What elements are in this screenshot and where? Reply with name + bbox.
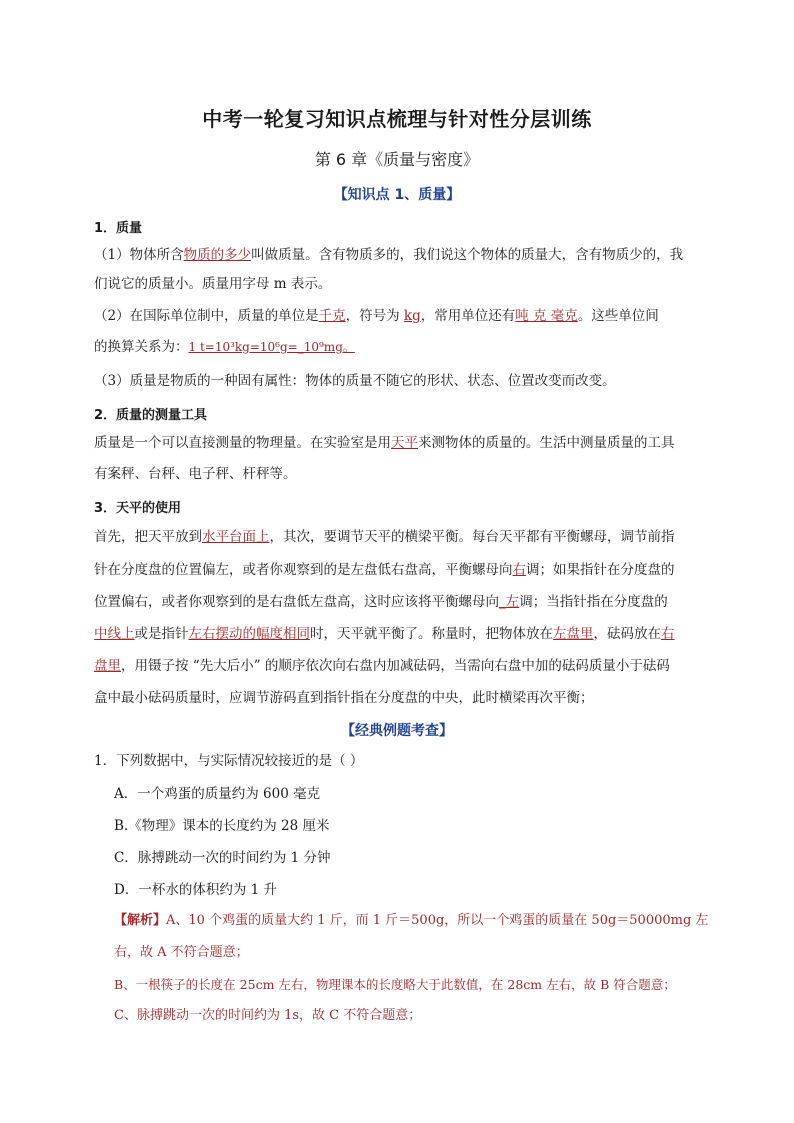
text: 叫做质量。含有物质多的，我们说这个物体的质量大，含有物质少的，我: [251, 247, 684, 263]
option-a: A．一个鸡蛋的质量约为 600 毫克: [114, 786, 321, 802]
text: ，用镊子按 “先大后小” 的顺序依次向右盘内加减砝码，当需向右盘中加的砝码质量小于砝码: [121, 658, 670, 674]
text: 来测物体的质量的。生活中测量质量的工具: [418, 435, 675, 451]
answer-blank: 天平: [391, 435, 418, 451]
paragraph-line: [94, 527, 704, 547]
option-b: B.《物理》课本的长度约为 28 厘米: [114, 818, 330, 834]
answer-blank: kg: [403, 308, 421, 324]
text: 时，天平就平衡了。称量时，把物体放在: [310, 626, 553, 642]
chapter-subtitle: 第 6 章《质量与密度》: [314, 150, 480, 169]
page-title: 中考一轮复习知识点梳理与针对性分层训练: [202, 107, 592, 131]
text: 位置偏右，或者你观察到的是右盘低左盘高，这时应该将平衡螺母向: [94, 594, 499, 610]
answer-blank: 千克: [318, 308, 346, 324]
option-d: D．一杯水的体积约为 1 升: [114, 882, 277, 898]
text: 针在分度盘的位置偏左，或者你观察到的是左盘低右盘高，平衡螺母向: [94, 562, 513, 578]
text: （1）物体所含: [94, 247, 184, 263]
answer-blank: 右: [661, 626, 675, 642]
heading-measuring-tools: 2．质量的测量工具: [94, 408, 208, 423]
paragraph-line: [94, 592, 704, 612]
paragraph-line: [94, 624, 704, 644]
text: ，符号为: [345, 308, 404, 324]
text: 或是指针: [134, 626, 189, 642]
text: 首先，把天平放到: [94, 529, 202, 545]
answer-analysis: 右，故 A 不符合题意；: [114, 945, 249, 960]
heading-balance-usage: 3．天平的使用: [94, 501, 182, 516]
text: 调；当指针指在分度盘的: [519, 594, 668, 610]
paragraph-line: （3）质量是物质的一种固有属性：物体的质量不随它的形状、状态、位置改变而改变。: [94, 373, 616, 389]
text: 调；如果指针在分度盘的: [526, 562, 675, 578]
answer-blank: 中线上: [94, 626, 135, 642]
option-c: C．脉搏跳动一次的时间约为 1 分钟: [114, 850, 331, 866]
answer-blank: _左: [499, 594, 520, 610]
text: 。这些单位间: [577, 308, 659, 324]
answer-blank: 左盘里: [553, 626, 594, 642]
analysis-tag: 【解析】: [114, 913, 167, 928]
paragraph-line: 有案秤、台秤、电子秤、杆秤等。: [94, 466, 297, 482]
paragraph-line: [94, 433, 704, 453]
text: ，其次，要调节天平的横梁平衡。每台天平都有平衡螺母，调节前指: [269, 529, 675, 545]
answer-blank: 水平台面上: [202, 529, 270, 545]
answer-analysis: [114, 911, 724, 931]
text: 质量是一个可以直接测量的物理量。在实验室是用: [94, 435, 391, 451]
section-heading-examples: 【经典例题考查】: [341, 723, 453, 739]
paragraph-line: 们说它的质量小。质量用字母 m 表示。: [94, 276, 332, 292]
answer-blank: 右: [512, 562, 526, 578]
answer-blank: 吨 克 毫克: [515, 308, 578, 324]
section-heading-knowledge-1: 【知识点 1、质量】: [333, 187, 461, 203]
paragraph-line: [94, 656, 704, 676]
paragraph-line: [94, 306, 704, 326]
paragraph-line: 盒中最小砝码质量时，应调节游码直到指针指在分度盘的中央，此时横梁再次平衡；: [94, 690, 594, 706]
answer-analysis: C、脉搏跳动一次的时间约为 1s，故 C 不符合题意；: [114, 1008, 422, 1023]
text: A、10 个鸡蛋的质量大约 1 斤，而 1 斤＝500g，所以一个鸡蛋的质量在 50g＝50000mg 左: [166, 913, 709, 928]
answer-blank: 左右摆动的幅度相同: [188, 626, 310, 642]
paragraph-line: [94, 337, 704, 357]
answer-blank: 1 t=10³kg=10⁶g=_10⁹mg。: [188, 340, 355, 354]
text: （2）在国际单位制中，质量的单位是: [94, 308, 319, 324]
answer-analysis: B、一根筷子的长度在 25cm 左右，物理课本的长度略大于此数值，在 28cm 左右，故 B 符合题意；: [114, 977, 676, 992]
paragraph-line: [94, 560, 704, 580]
paragraph-line: [94, 245, 704, 265]
question-stem: 1．下列数据中，与实际情况较接近的是（ ）: [94, 753, 364, 769]
answer-blank: 物质的多少: [183, 247, 252, 263]
heading-mass: 1．质量: [94, 221, 143, 236]
answer-blank: 盘里: [94, 658, 121, 674]
text: ，砝码放在: [593, 626, 661, 642]
text: ，常用单位还有: [420, 308, 516, 324]
text: 的换算关系为：: [94, 339, 189, 355]
